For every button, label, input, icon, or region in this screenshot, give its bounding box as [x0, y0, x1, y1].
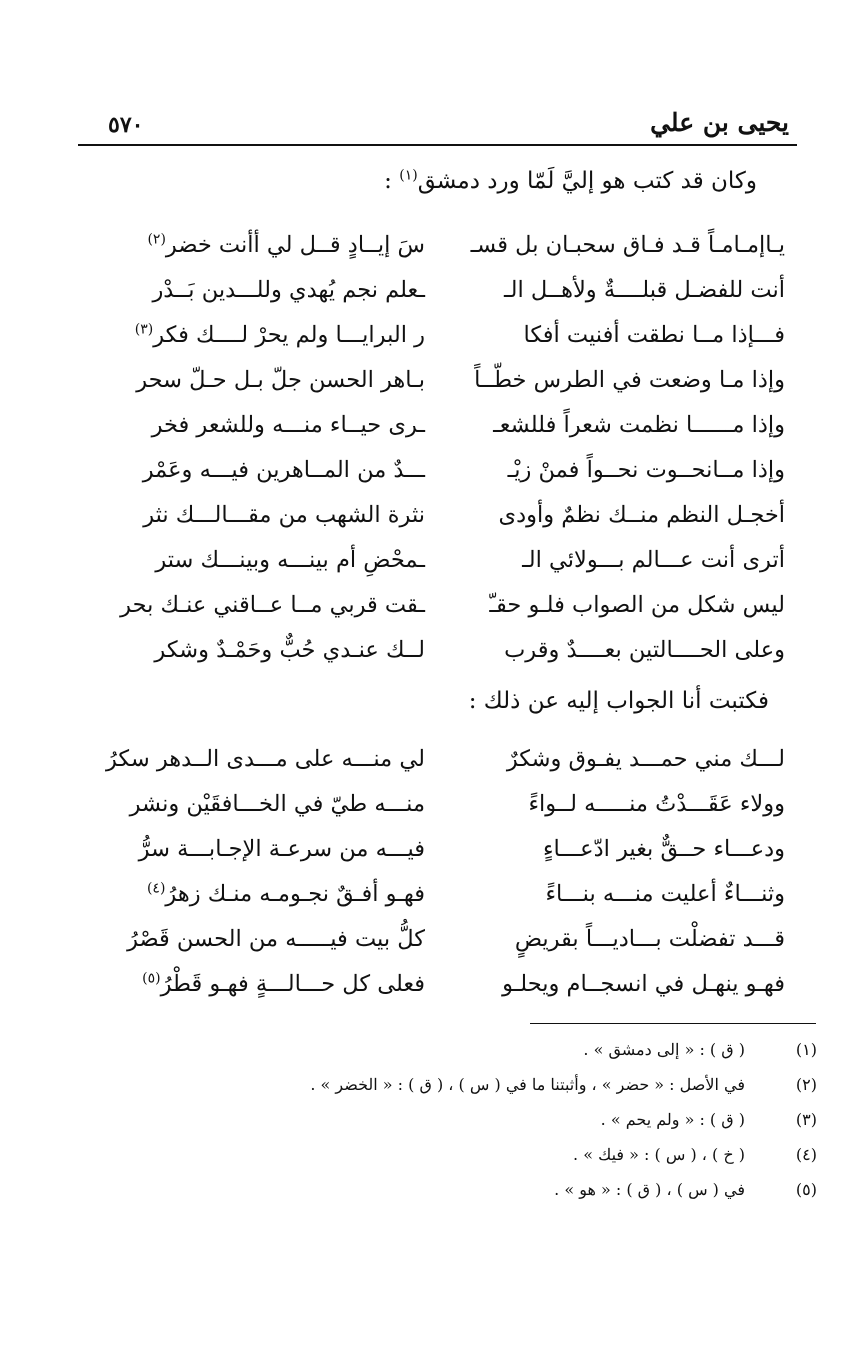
second-hemistich	[105, 791, 425, 817]
reply-intro: فكتبت أنا الجواب إليه عن ذلك :	[468, 688, 769, 714]
first-hemistich: وعلى الحــــالتين بعــــدٌ وقرب	[504, 637, 785, 663]
second-hemistich	[105, 926, 425, 952]
poem-first	[105, 226, 785, 676]
verse-line	[105, 920, 785, 965]
first-hemistich: وإذا مــــــا نظمت شعراً فللشعـ	[493, 412, 785, 438]
second-hemistich	[105, 746, 425, 772]
second-hemistich	[105, 637, 425, 663]
first-hemistich: فـــإذا مــا نطقت أفنيت أفكا	[523, 322, 785, 348]
first-hemistich: ودعـــاء حــقٌّ بغير ادّعـــاءٍ	[542, 836, 785, 862]
second-hemistich	[105, 547, 425, 573]
hemistich-text: ـمحْضِ أم بينـــه وبينـــك ستر	[155, 547, 425, 573]
first-hemistich: أنت للفضـل قبلــــةٌ ولأهــل الـ	[504, 277, 785, 303]
hemistich-text: ـقت قربي مــا عــاقني عنـك بحر	[120, 592, 425, 618]
footnotes	[100, 1036, 817, 1211]
footnote-number: (٥)	[795, 1180, 817, 1199]
second-hemistich	[105, 412, 425, 438]
first-hemistich: أخجـل النظم منــك نظمٌ وأودى	[498, 502, 785, 528]
first-hemistich: ليس شكل من الصواب فلـو حقـّ	[489, 592, 785, 618]
verse-line	[105, 271, 785, 316]
first-hemistich: وثنـــاءٌ أعليت منـــه بنـــاءً	[545, 881, 785, 907]
hemistich-text: ـعلم نجم يُهدي وللـــدين بَــدْر	[152, 277, 425, 303]
footnote-ref: (٤)	[146, 880, 166, 897]
verse-line	[105, 830, 785, 875]
footnote-ref: (٢)	[147, 231, 166, 248]
second-hemistich	[105, 457, 425, 483]
verse-line	[105, 631, 785, 676]
verse-line	[105, 541, 785, 586]
second-hemistich	[105, 367, 425, 393]
page-number: ٥٧٠	[108, 112, 144, 138]
hemistich-text: سَ إيــادٍ قــل لي أأنت خضر	[165, 232, 425, 258]
hemistich-text: ـرى حيــاء منـــه وللشعر فخر	[151, 412, 425, 438]
poem-reply	[105, 740, 785, 1010]
intro-line	[384, 168, 757, 194]
verse-line	[105, 406, 785, 451]
verse-line	[105, 740, 785, 785]
hemistich-text: نثرة الشهب من مقـــالـــك نثر	[143, 502, 425, 528]
intro-text: وكان قد كتب هو إليَّ لَمّا ورد دمشق	[417, 168, 757, 194]
second-hemistich	[105, 232, 425, 258]
second-hemistich	[105, 502, 425, 528]
first-hemistich: أترى أنت عـــالم بـــولائي الـ	[522, 547, 785, 573]
footnote-text: في ( س ) ، ( ق ) : « هو » .	[554, 1180, 745, 1199]
footnote-number: (١)	[795, 1040, 817, 1059]
hemistich-text: ر البرايـــا ولم يحرْ لــــك فكر	[153, 322, 425, 348]
hemistich-text: فهـو أفـقٌ نجـومـه منـك زهرُ	[165, 881, 425, 907]
hemistich-text: كلُّ بيت فيـــــه من الحسن قَصْرُ	[127, 926, 425, 952]
verse-line	[105, 875, 785, 920]
first-hemistich: وإذا مـا وضعت في الطرس خطّــاً	[474, 367, 785, 393]
footnote-number: (٤)	[795, 1145, 817, 1164]
footnote-ref: (٥)	[142, 970, 161, 987]
footnote-number: (٣)	[795, 1110, 817, 1129]
verse-line	[105, 496, 785, 541]
footnote	[100, 1106, 817, 1141]
footnote	[100, 1036, 817, 1071]
verse-line	[105, 316, 785, 361]
footnote-text: ( ق ) : « إلى دمشق » .	[583, 1040, 745, 1059]
hemistich-text: ـــدٌ من المــاهرين فيـــه وعَمْر	[142, 457, 425, 483]
second-hemistich	[105, 277, 425, 303]
verse-line	[105, 361, 785, 406]
first-hemistich: وولاء عَقَـــدْتُ منـــــه لــواءً	[528, 791, 785, 817]
hemistich-text: فيـــه من سرعـة الإجـابـــة سرُّ	[138, 836, 425, 862]
footnote-number: (٢)	[795, 1075, 817, 1094]
first-hemistich: لـــك مني حمـــد يفـوق وشكرٌ	[506, 746, 785, 772]
footnote	[100, 1141, 817, 1176]
hemistich-text: منـــه طيّ في الخـــافقَيْن ونشر	[129, 791, 425, 817]
verse-line	[105, 965, 785, 1010]
footnote-ref: (١)	[399, 167, 418, 184]
hemistich-text: بـاهر الحسن جلّ بـل حـلّ سحر	[136, 367, 425, 393]
first-hemistich: وإذا مــانحــوت نحــواً فمنْ زيْـ	[507, 457, 785, 483]
footnote-text: في الأصل : « حضر » ، وأثبتنا ما في ( س ) ، ( ق ) : « الخضر » .	[310, 1075, 745, 1094]
hemistich-text: فعلى كل حـــالـــةٍ فهـو قَطْرُ	[160, 971, 425, 997]
second-hemistich	[105, 592, 425, 618]
first-hemistich: يـاإمـامـاً قـد فـاق سحبـان بل قسـ	[470, 232, 785, 258]
intro-colon: :	[384, 168, 392, 194]
running-title: يحيى بن علي	[650, 108, 789, 137]
verse-line	[105, 451, 785, 496]
footnote-text: ( ق ) : « ولم يحم » .	[600, 1110, 745, 1129]
verse-line	[105, 226, 785, 271]
footnote-divider	[530, 1023, 816, 1024]
footnote	[100, 1071, 817, 1106]
second-hemistich	[105, 322, 425, 348]
footnote	[100, 1176, 817, 1211]
running-header	[78, 104, 797, 146]
footnote-ref: (٣)	[134, 321, 154, 338]
verse-line	[105, 785, 785, 830]
footnote-text: ( خ ) ، ( س ) : « فيك » .	[573, 1145, 745, 1164]
verse-line	[105, 586, 785, 631]
hemistich-text: لي منـــه على مـــدى الــدهر سكرُ	[106, 746, 425, 772]
first-hemistich: فهـو ينهـل في انسجــام ويحلـو	[502, 971, 785, 997]
second-hemistich	[105, 881, 425, 907]
first-hemistich: قـــد تفضلْت بـــاديـــاً بقريضٍ	[514, 926, 785, 952]
second-hemistich	[105, 971, 425, 997]
hemistich-text: لــك عنـدي حُبٌّ وحَمْـدٌ وشكر	[154, 637, 425, 663]
second-hemistich	[105, 836, 425, 862]
